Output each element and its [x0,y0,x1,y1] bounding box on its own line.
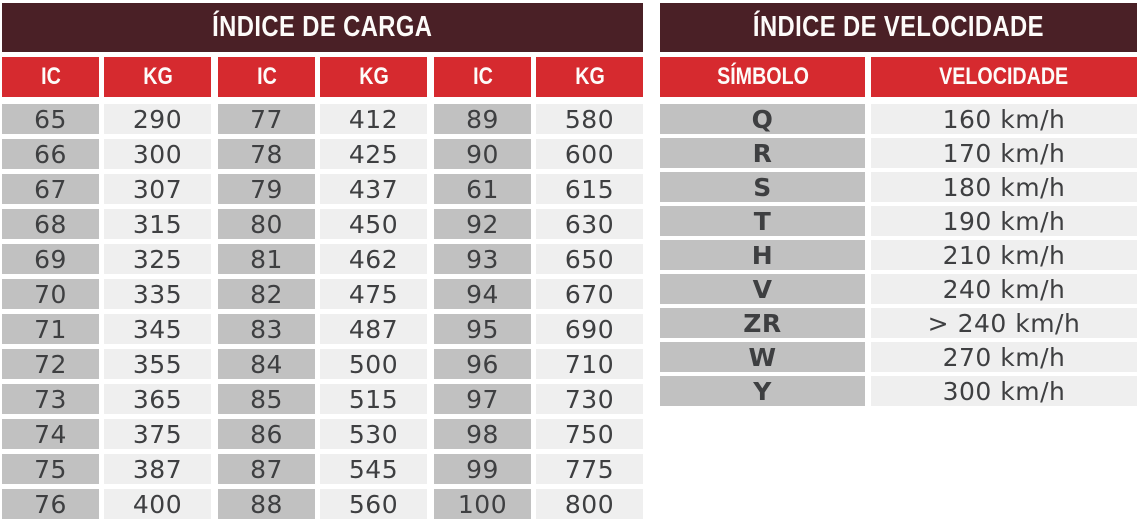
load-index-title-bar [2,3,643,52]
symbol-column-header [660,57,865,97]
table-row [2,279,211,309]
ic-cell: 75 [2,454,99,484]
table-row [434,419,643,449]
kg-cell: 437 [320,174,427,204]
kg-header-label: KG [574,63,605,90]
speed-cell: 190 km/h [871,206,1137,236]
table-row [218,244,427,274]
kg-cell: 670 [536,279,643,309]
table-row [2,174,211,204]
kg-cell: 375 [104,419,211,449]
table-row [218,279,427,309]
kg-cell: 387 [104,454,211,484]
kg-cell: 365 [104,384,211,414]
table-row [434,104,643,134]
ic-cell: 73 [2,384,99,414]
kg-cell: 600 [536,139,643,169]
ic-cell: 72 [2,349,99,379]
ic-cell: 88 [218,489,315,519]
kg-cell: 307 [104,174,211,204]
kg-cell: 750 [536,419,643,449]
table-row [660,104,1137,134]
kg-cell: 462 [320,244,427,274]
table-row [434,279,643,309]
table-row [660,240,1137,270]
kg-cell: 710 [536,349,643,379]
kg-cell: 487 [320,314,427,344]
ic-cell: 66 [2,139,99,169]
table-row [2,209,211,239]
table-row [2,244,211,274]
ic-cell: 69 [2,244,99,274]
table-row [218,209,427,239]
table-row [2,454,211,484]
symbol-cell: H [660,240,865,270]
table-row [660,308,1137,338]
column-header-row [660,57,1137,97]
table-row [434,489,643,519]
speed-index-title: ÍNDICE DE VELOCIDADE [753,11,1044,43]
ic-cell: 71 [2,314,99,344]
ic-cell: 65 [2,104,99,134]
table-row [2,314,211,344]
ic-cell: 84 [218,349,315,379]
kg-cell: 500 [320,349,427,379]
table-row [2,419,211,449]
table-row [218,419,427,449]
column-header-row [2,57,211,97]
ic-cell: 61 [434,174,531,204]
load-index-groups [2,57,643,524]
load-index-table [2,3,643,524]
kg-cell: 650 [536,244,643,274]
table-row [218,454,427,484]
ic-cell: 86 [218,419,315,449]
table-row [660,206,1137,236]
ic-cell: 80 [218,209,315,239]
ic-cell: 94 [434,279,531,309]
kg-cell: 290 [104,104,211,134]
kg-column-header [104,57,211,97]
speed-cell: 180 km/h [871,172,1137,202]
table-row [2,104,211,134]
kg-cell: 412 [320,104,427,134]
speed-cell: 300 km/h [871,376,1137,406]
ic-header-label: IC [40,63,61,90]
table-row [218,349,427,379]
ic-cell: 96 [434,349,531,379]
kg-cell: 775 [536,454,643,484]
kg-cell: 630 [536,209,643,239]
ic-cell: 93 [434,244,531,274]
table-row [218,314,427,344]
ic-cell: 100 [434,489,531,519]
kg-cell: 580 [536,104,643,134]
ic-column-header [2,57,99,97]
symbol-cell: R [660,138,865,168]
kg-cell: 315 [104,209,211,239]
table-row [660,274,1137,304]
kg-cell: 450 [320,209,427,239]
table-row [660,342,1137,372]
speed-index-rows [660,104,1137,410]
symbol-cell: W [660,342,865,372]
ic-cell: 68 [2,209,99,239]
column-header-row [218,57,427,97]
ic-header-label: IC [472,63,493,90]
symbol-header-label: SÍMBOLO [716,63,809,90]
ic-cell: 74 [2,419,99,449]
table-row [660,172,1137,202]
ic-header-label: IC [256,63,277,90]
table-row [434,244,643,274]
table-row [2,384,211,414]
table-row [2,349,211,379]
ic-cell: 99 [434,454,531,484]
symbol-cell: ZR [660,308,865,338]
kg-cell: 300 [104,139,211,169]
speed-cell: 160 km/h [871,104,1137,134]
kg-cell: 325 [104,244,211,274]
ic-cell: 89 [434,104,531,134]
symbol-cell: V [660,274,865,304]
ic-cell: 77 [218,104,315,134]
table-row [434,314,643,344]
table-row [434,209,643,239]
table-row [218,174,427,204]
table-row [218,384,427,414]
table-row [218,489,427,519]
load-index-title: ÍNDICE DE CARGA [212,11,433,43]
ic-cell: 78 [218,139,315,169]
speed-cell: 240 km/h [871,274,1137,304]
kg-cell: 530 [320,419,427,449]
kg-cell: 400 [104,489,211,519]
speed-cell: 170 km/h [871,138,1137,168]
table-row [218,139,427,169]
table-row [434,349,643,379]
ic-cell: 70 [2,279,99,309]
ic-cell: 81 [218,244,315,274]
load-index-rows-3 [434,104,643,524]
kg-cell: 560 [320,489,427,519]
table-row [660,376,1137,406]
ic-cell: 98 [434,419,531,449]
ic-cell: 92 [434,209,531,239]
ic-column-header [434,57,531,97]
ic-column-header [218,57,315,97]
speed-header-label: VELOCIDADE [939,63,1069,90]
kg-header-label: KG [142,63,173,90]
load-index-rows-1 [2,104,211,524]
kg-cell: 345 [104,314,211,344]
kg-cell: 800 [536,489,643,519]
ic-cell: 82 [218,279,315,309]
speed-index-title-bar [660,3,1137,52]
column-header-row [434,57,643,97]
table-row [434,454,643,484]
table-row [2,139,211,169]
ic-cell: 95 [434,314,531,344]
ic-cell: 79 [218,174,315,204]
load-index-rows-2 [218,104,427,524]
kg-cell: 690 [536,314,643,344]
ic-cell: 83 [218,314,315,344]
speed-cell: 270 km/h [871,342,1137,372]
load-index-group-1 [2,57,211,524]
speed-index-table [660,3,1137,524]
table-row [218,104,427,134]
symbol-cell: Q [660,104,865,134]
table-row [434,384,643,414]
symbol-cell: Y [660,376,865,406]
ic-cell: 76 [2,489,99,519]
kg-cell: 545 [320,454,427,484]
kg-cell: 515 [320,384,427,414]
kg-cell: 615 [536,174,643,204]
kg-column-header [320,57,427,97]
kg-cell: 730 [536,384,643,414]
table-row [660,138,1137,168]
kg-cell: 475 [320,279,427,309]
speed-cell: > 240 km/h [871,308,1137,338]
ic-cell: 97 [434,384,531,414]
kg-cell: 355 [104,349,211,379]
load-index-group-3 [434,57,643,524]
kg-column-header [536,57,643,97]
speed-column-header [871,57,1137,97]
table-row [434,174,643,204]
load-index-group-2 [218,57,427,524]
ic-cell: 67 [2,174,99,204]
speed-cell: 210 km/h [871,240,1137,270]
kg-cell: 425 [320,139,427,169]
table-row [434,139,643,169]
symbol-cell: T [660,206,865,236]
ic-cell: 90 [434,139,531,169]
kg-cell: 335 [104,279,211,309]
table-row [2,489,211,519]
symbol-cell: S [660,172,865,202]
ic-cell: 85 [218,384,315,414]
kg-header-label: KG [358,63,389,90]
ic-cell: 87 [218,454,315,484]
